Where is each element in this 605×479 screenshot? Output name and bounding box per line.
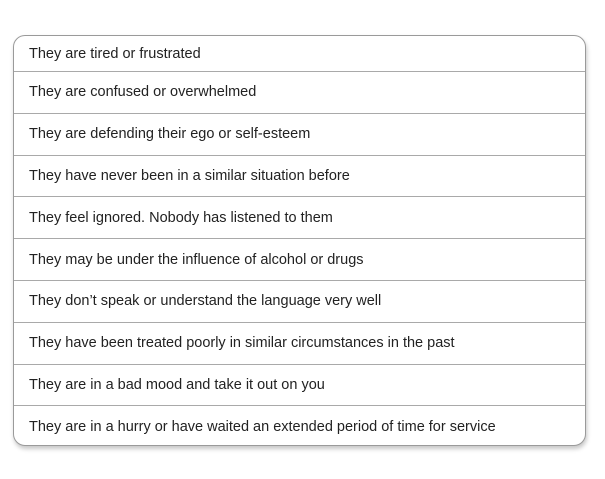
list-item: They don’t speak or understand the language very well [14, 281, 585, 323]
list-item: They are in a hurry or have waited an extended period of time for service [29, 419, 496, 436]
list-item: They are confused or overwhelmed [14, 72, 585, 114]
list-item: They have been treated poorly in similar circumstances in the past [14, 323, 585, 365]
list-item: They are defending their ego or self-esteem [14, 114, 585, 156]
list-item: They feel ignored. Nobody has listened to them [14, 197, 585, 239]
reasons-list-card [13, 35, 586, 446]
list-item: They have never been in a similar situation before [14, 156, 585, 198]
list-item: They may be under the influence of alcohol or drugs [14, 239, 585, 281]
list-item: They are in a bad mood and take it out on you [14, 365, 585, 407]
list-item: They are tired or frustrated [14, 36, 585, 72]
